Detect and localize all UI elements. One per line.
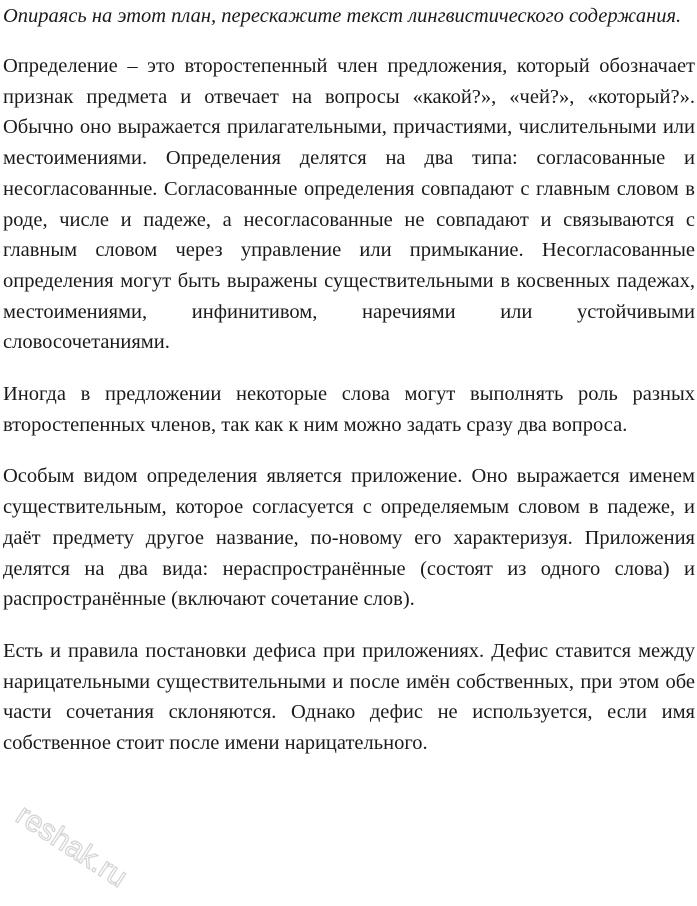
paragraph-hyphen-rules: Есть и правила постановки дефиса при приложениях. Дефис ставится между нарицательными существительными и после имён собственных, при этом обе части сочетания склоняются. Однако дефис не используется, если имя собственное стоит после имени нарицательного. <box>3 639 695 755</box>
watermark-text: reshak.ru <box>10 798 134 894</box>
paragraph-secondary-members: Иногда в предложении некоторые слова могут выполнять роль разных второстепенных членов, так как к ним можно задать сразу два вопроса. <box>3 383 695 436</box>
paragraph-apposition: Особым видом определения является приложение. Оно выражается именем существительным, которое согласуется с определяемым словом в падеже, и даёт предмету другое название, по-новому его характеризуя. Приложения делятся на два вида: нераспространённые (состоят из одного слова) и распространённые (включают сочетание слов). <box>3 465 695 611</box>
instruction-text: Опираясь на этот план, перескажите текст лингвистического содержания. <box>3 5 682 27</box>
paragraph-definition: Определение – это второстепенный член предложения, который обозначает признак предмета и отвечает на вопросы «какой?», «чей?», «который?». Обычно оно выражается прилагательными, причастиями, числительными или местоимениями. Определения делятся на два типа: согласованные и несогласованные. Согласованные определения совпадают с главным словом в роде, числе и падеже, а несогласованные не совпадают и связываются с главным словом через управление или примыкание. Несогласованные определения могут быть выражены существительными в косвенных падежах, местоимениями, инфинитивом, наречиями или устойчивыми словосочетаниями. <box>3 55 695 354</box>
